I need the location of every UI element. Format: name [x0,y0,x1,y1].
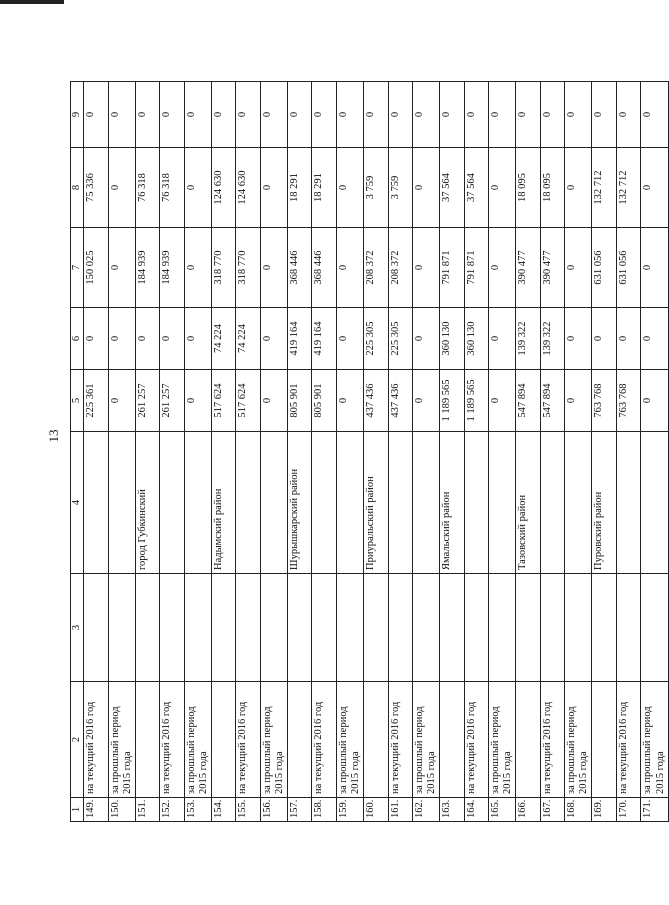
column-8-value: 3 759 [388,148,413,228]
column-6-value: 0 [160,308,185,370]
column-6-value: 0 [641,308,668,370]
region-cell [260,432,287,574]
table-row [413,82,440,822]
column-header: 3 [71,574,84,682]
row-number: 158. [312,798,337,822]
column-9-value: 0 [388,82,413,148]
column-8-value: 0 [184,148,211,228]
column-7-value: 390 477 [540,228,565,308]
column-5-value: 261 257 [135,370,160,432]
column-3-cell [84,574,109,682]
row-number: 152. [160,798,185,822]
table-row [211,82,236,822]
column-5-value: 437 436 [364,370,389,432]
column-6-value: 74 224 [236,308,261,370]
table-row [135,82,160,822]
column-6-value: 139 322 [516,308,541,370]
column-5-value: 0 [108,370,135,432]
row-number: 168. [565,798,592,822]
column-7-value: 0 [565,228,592,308]
column-6-value: 419 164 [287,308,312,370]
table-row [108,82,135,822]
column-3-cell [236,574,261,682]
column-8-value: 0 [336,148,363,228]
column-3-cell [489,574,516,682]
column-5-value: 0 [336,370,363,432]
column-7-value: 0 [184,228,211,308]
column-5-value: 0 [184,370,211,432]
row-number: 154. [211,798,236,822]
row-number: 149. [84,798,109,822]
column-5-value: 805 901 [312,370,337,432]
column-7-value: 0 [336,228,363,308]
column-header: 8 [71,148,84,228]
column-3-cell [364,574,389,682]
period-cell: на текущий 2016 год [616,682,641,798]
column-6-value: 0 [108,308,135,370]
column-3-cell [464,574,489,682]
region-cell [616,432,641,574]
row-number: 165. [489,798,516,822]
column-8-value: 0 [108,148,135,228]
column-9-value: 0 [312,82,337,148]
column-3-cell [565,574,592,682]
table-row [540,82,565,822]
region-cell: Ямальский район [440,432,465,574]
column-8-value: 18 291 [287,148,312,228]
period-cell: на текущий 2016 год [84,682,109,798]
column-5-value: 0 [260,370,287,432]
column-7-value: 208 372 [364,228,389,308]
column-6-value: 0 [565,308,592,370]
column-7-value: 390 477 [516,228,541,308]
column-8-value: 132 712 [616,148,641,228]
row-number: 162. [413,798,440,822]
row-number: 153. [184,798,211,822]
column-8-value: 0 [565,148,592,228]
scan-corner-mark [0,0,64,4]
table-row [440,82,465,822]
region-cell [388,432,413,574]
column-3-cell [287,574,312,682]
column-6-value: 0 [616,308,641,370]
column-6-value: 360 130 [440,308,465,370]
column-9-value: 0 [540,82,565,148]
region-cell: Надымский район [211,432,236,574]
column-7-value: 368 446 [287,228,312,308]
column-3-cell [641,574,668,682]
column-5-value: 517 624 [211,370,236,432]
region-cell [312,432,337,574]
table-row [84,82,109,822]
column-5-value: 805 901 [287,370,312,432]
column-3-cell [211,574,236,682]
column-3-cell [260,574,287,682]
table-row [260,82,287,822]
header-row [71,82,84,822]
row-number: 167. [540,798,565,822]
table-row [616,82,641,822]
period-cell [364,682,389,798]
table-row [388,82,413,822]
column-7-value: 318 770 [236,228,261,308]
column-9-value: 0 [160,82,185,148]
column-3-cell [413,574,440,682]
column-8-value: 18 095 [540,148,565,228]
column-6-value: 360 130 [464,308,489,370]
table-row [160,82,185,822]
column-9-value: 0 [135,82,160,148]
table-row [364,82,389,822]
column-5-value: 0 [641,370,668,432]
region-cell: Шурышкарский район [287,432,312,574]
period-cell: на текущий 2016 год [464,682,489,798]
column-9-value: 0 [260,82,287,148]
period-cell [592,682,617,798]
column-5-value: 1 189 565 [440,370,465,432]
column-5-value: 225 361 [84,370,109,432]
column-8-value: 124 630 [211,148,236,228]
column-8-value: 37 564 [440,148,465,228]
column-3-cell [336,574,363,682]
column-9-value: 0 [516,82,541,148]
column-9-value: 0 [489,82,516,148]
column-9-value: 0 [616,82,641,148]
column-3-cell [440,574,465,682]
region-cell [413,432,440,574]
column-5-value: 437 436 [388,370,413,432]
column-8-value: 132 712 [592,148,617,228]
column-5-value: 0 [565,370,592,432]
column-7-value: 208 372 [388,228,413,308]
column-9-value: 0 [364,82,389,148]
row-number: 159. [336,798,363,822]
period-cell [287,682,312,798]
column-8-value: 75 336 [84,148,109,228]
page-number: 13 [46,429,61,443]
column-3-cell [540,574,565,682]
column-9-value: 0 [641,82,668,148]
region-cell [641,432,668,574]
table-row [336,82,363,822]
table-row [641,82,668,822]
column-header: 6 [71,308,84,370]
column-3-cell [312,574,337,682]
region-cell: Пуровский район [592,432,617,574]
column-5-value: 517 624 [236,370,261,432]
row-number: 155. [236,798,261,822]
column-8-value: 0 [413,148,440,228]
region-cell [540,432,565,574]
column-7-value: 318 770 [211,228,236,308]
period-cell [440,682,465,798]
column-3-cell [135,574,160,682]
column-3-cell [516,574,541,682]
column-3-cell [160,574,185,682]
row-number: 164. [464,798,489,822]
column-3-cell [616,574,641,682]
region-cell: Тазовский район [516,432,541,574]
table-body [84,82,669,822]
column-9-value: 0 [184,82,211,148]
row-number: 163. [440,798,465,822]
column-6-value: 225 305 [388,308,413,370]
region-cell [84,432,109,574]
column-6-value: 0 [135,308,160,370]
table-row [287,82,312,822]
table-row [592,82,617,822]
column-8-value: 0 [641,148,668,228]
row-number: 160. [364,798,389,822]
period-cell: за прошлый период 2015 года [641,682,668,798]
table-row [489,82,516,822]
column-8-value: 76 318 [135,148,160,228]
column-9-value: 0 [413,82,440,148]
column-9-value: 0 [464,82,489,148]
column-9-value: 0 [336,82,363,148]
row-number: 170. [616,798,641,822]
column-3-cell [388,574,413,682]
column-header: 5 [71,370,84,432]
row-number: 169. [592,798,617,822]
period-cell [211,682,236,798]
period-cell: на текущий 2016 год [236,682,261,798]
period-cell: на текущий 2016 год [160,682,185,798]
column-6-value: 225 305 [364,308,389,370]
column-6-value: 419 164 [312,308,337,370]
column-7-value: 184 939 [135,228,160,308]
column-3-cell [592,574,617,682]
period-cell [516,682,541,798]
column-3-cell [108,574,135,682]
column-6-value: 0 [489,308,516,370]
column-6-value: 0 [413,308,440,370]
region-cell: Приуральский район [364,432,389,574]
table-row [565,82,592,822]
region-cell [108,432,135,574]
column-6-value: 0 [260,308,287,370]
region-cell [236,432,261,574]
column-6-value: 0 [336,308,363,370]
region-cell [565,432,592,574]
column-7-value: 184 939 [160,228,185,308]
row-number: 151. [135,798,160,822]
column-8-value: 37 564 [464,148,489,228]
column-6-value: 139 322 [540,308,565,370]
column-5-value: 261 257 [160,370,185,432]
table-row [464,82,489,822]
column-header: 9 [71,82,84,148]
region-cell [160,432,185,574]
rotated-page [70,82,666,822]
row-number: 157. [287,798,312,822]
column-6-value: 0 [84,308,109,370]
row-number: 150. [108,798,135,822]
row-number: 161. [388,798,413,822]
column-7-value: 368 446 [312,228,337,308]
region-cell [184,432,211,574]
period-cell: за прошлый период 2015 года [108,682,135,798]
column-8-value: 3 759 [364,148,389,228]
period-cell: на текущий 2016 год [312,682,337,798]
column-7-value: 0 [108,228,135,308]
column-8-value: 18 291 [312,148,337,228]
column-9-value: 0 [440,82,465,148]
column-5-value: 547 894 [516,370,541,432]
column-7-value: 631 056 [616,228,641,308]
column-6-value: 0 [592,308,617,370]
column-5-value: 547 894 [540,370,565,432]
column-header: 7 [71,228,84,308]
column-9-value: 0 [211,82,236,148]
column-7-value: 0 [641,228,668,308]
column-9-value: 0 [287,82,312,148]
table-row [236,82,261,822]
column-8-value: 18 095 [516,148,541,228]
column-9-value: 0 [236,82,261,148]
column-5-value: 0 [413,370,440,432]
column-5-value: 0 [489,370,516,432]
column-7-value: 791 871 [464,228,489,308]
period-cell: на текущий 2016 год [540,682,565,798]
table-row [184,82,211,822]
period-cell: на текущий 2016 год [388,682,413,798]
period-cell [135,682,160,798]
column-6-value: 0 [184,308,211,370]
column-7-value: 631 056 [592,228,617,308]
region-cell [464,432,489,574]
column-9-value: 0 [84,82,109,148]
column-6-value: 74 224 [211,308,236,370]
period-cell: за прошлый период 2015 года [336,682,363,798]
column-8-value: 0 [489,148,516,228]
column-9-value: 0 [592,82,617,148]
column-9-value: 0 [565,82,592,148]
column-7-value: 0 [489,228,516,308]
row-number: 156. [260,798,287,822]
column-7-value: 0 [260,228,287,308]
column-8-value: 76 318 [160,148,185,228]
column-8-value: 0 [260,148,287,228]
column-header: 4 [71,432,84,574]
column-header: 1 [71,798,84,822]
region-cell [489,432,516,574]
table-row [516,82,541,822]
period-cell: за прошлый период 2015 года [565,682,592,798]
period-cell: за прошлый период 2015 года [489,682,516,798]
row-number: 166. [516,798,541,822]
region-cell: город Губкинский [135,432,160,574]
column-8-value: 124 630 [236,148,261,228]
column-5-value: 763 768 [616,370,641,432]
table-row [312,82,337,822]
column-9-value: 0 [108,82,135,148]
column-7-value: 150 025 [84,228,109,308]
column-7-value: 0 [413,228,440,308]
column-5-value: 1 189 565 [464,370,489,432]
data-table [70,81,669,822]
column-5-value: 763 768 [592,370,617,432]
row-number: 171. [641,798,668,822]
period-cell: за прошлый период 2015 года [260,682,287,798]
column-header: 2 [71,682,84,798]
region-cell [336,432,363,574]
period-cell: за прошлый период 2015 года [413,682,440,798]
column-7-value: 791 871 [440,228,465,308]
period-cell: за прошлый период 2015 года [184,682,211,798]
column-3-cell [184,574,211,682]
